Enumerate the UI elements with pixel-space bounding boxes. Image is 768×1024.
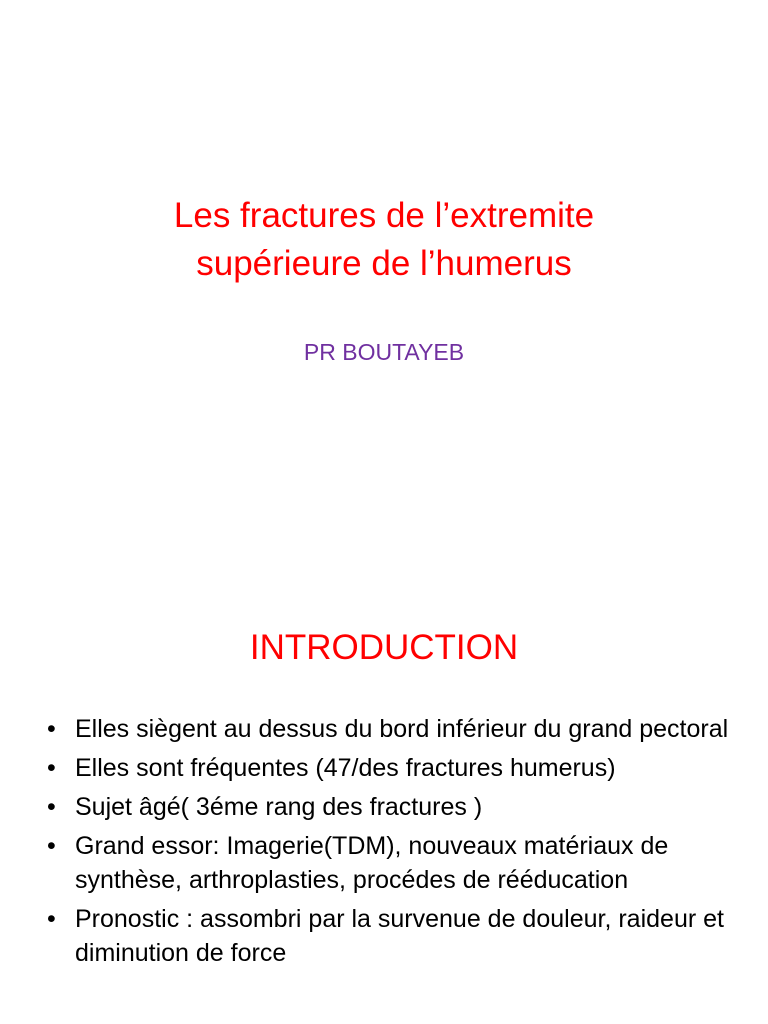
bullet-item [42,751,738,785]
bullet-item [42,902,738,970]
bullet-item [42,712,738,746]
slide-title-line-2: supérieure de l’humerus [196,244,572,283]
bullet-text: Grand essor: Imagerie(TDM), nouveaux matériaux de synthèse, arthroplasties, procédes de rééducation [75,832,669,894]
bullet-icon: • [47,715,56,743]
bullet-text: Sujet âgé( 3éme rang des fractures ) [75,793,483,821]
introduction-slide [0,576,768,1024]
bullet-list [42,712,738,975]
slide-heading: INTRODUCTION [249,628,519,667]
bullet-icon: • [47,793,56,821]
author-name: PR BOUTAYEB [303,339,465,365]
bullet-text: Elles siègent au dessus du bord inférieur du grand pectoral [75,715,729,743]
bullet-item [42,829,738,897]
slide-title [40,192,728,288]
bullet-icon: • [47,754,56,782]
bullet-text: Elles sont fréquentes (47/des fractures humerus) [75,754,616,782]
bullet-text: Pronostic : assombri par la survenue de douleur, raideur et diminution de force [75,905,724,967]
bullet-icon: • [47,832,56,860]
bullet-icon: • [47,905,56,933]
bullet-item [42,790,738,824]
slide-title-line-1: Les fractures de l’extremite [173,196,595,235]
